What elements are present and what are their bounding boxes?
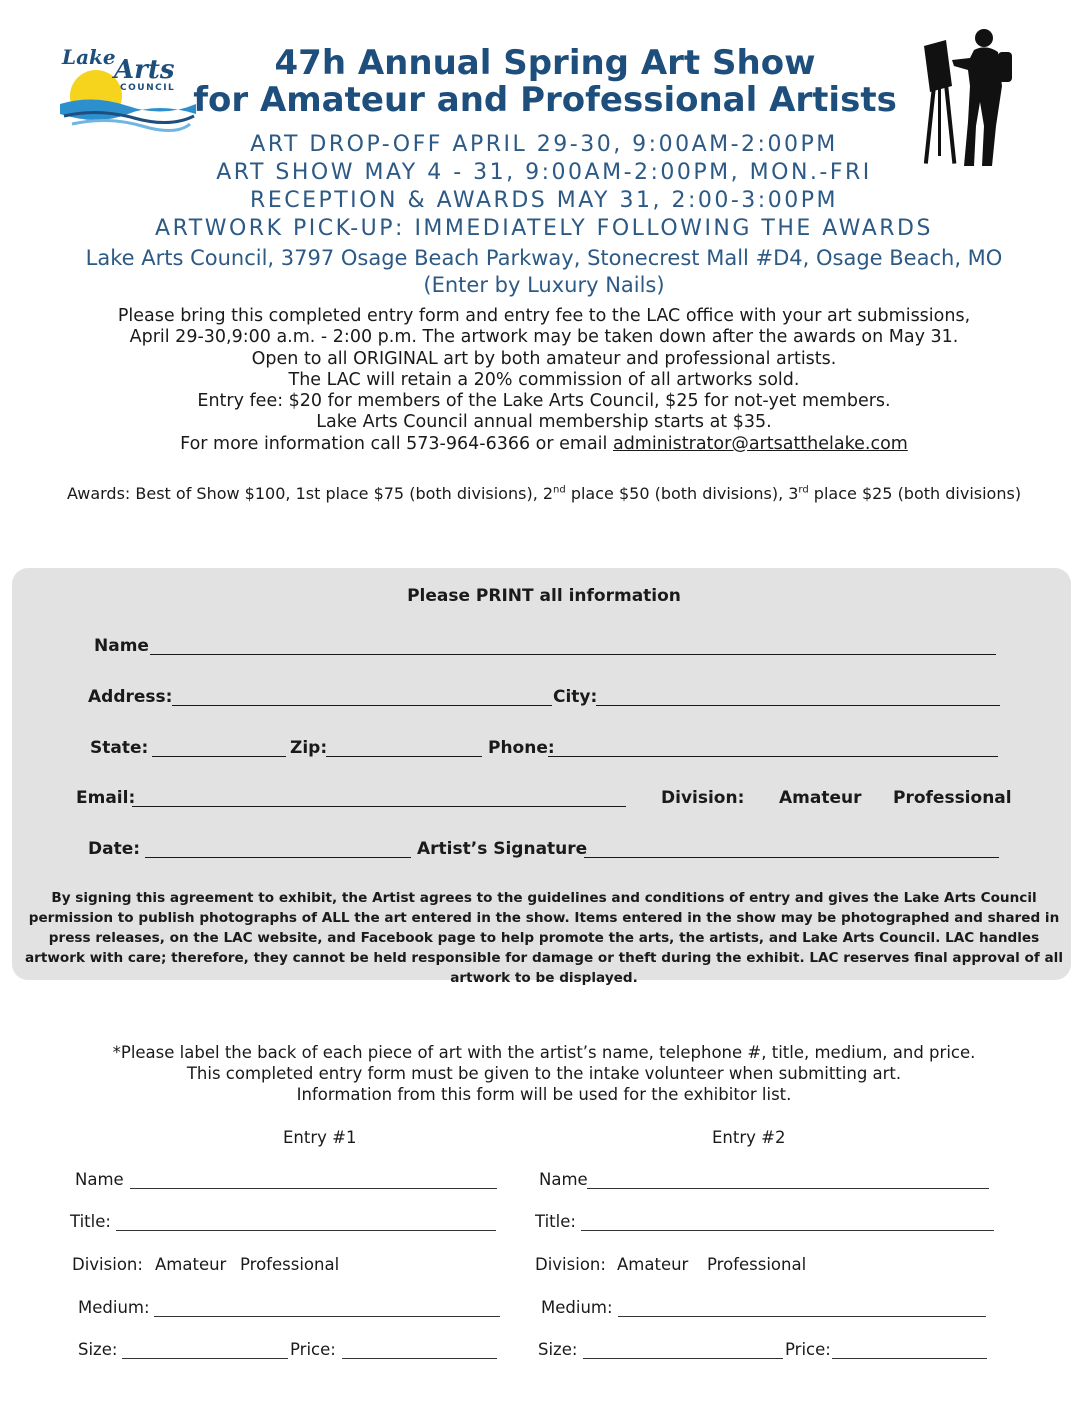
entry-1-title-label: Title: — [70, 1212, 111, 1231]
page-subtitle: for Amateur and Professional Artists — [193, 80, 897, 120]
info-line: April 29-30,9:00 a.m. - 2:00 p.m. The artwork may be taken down after the awards on May 31. — [129, 327, 959, 348]
note-line: *Please label the back of each piece of art with the artist’s name, telephone #, title, medium, and price. — [112, 1043, 976, 1062]
pickup-info: ARTWORK PICK-UP: IMMEDIATELY FOLLOWING THE AWARDS — [155, 216, 933, 241]
entry-2-division-label: Division: — [535, 1255, 606, 1274]
entry-1-price-label: Price: — [290, 1340, 336, 1359]
zip-field[interactable] — [326, 756, 482, 757]
phone-label: Phone: — [488, 738, 555, 758]
entry-1-title-field[interactable] — [116, 1230, 496, 1231]
contact-text: For more information call 573-964-6366 or email — [180, 433, 613, 454]
state-field[interactable] — [152, 756, 286, 757]
venue-address: Lake Arts Council, 3797 Osage Beach Parkway, Stonecrest Mall #D4, Osage Beach, MO — [85, 246, 1003, 270]
professional-option[interactable]: Professional — [893, 788, 1012, 808]
email-link[interactable]: administrator@artsatthelake.com — [612, 433, 908, 454]
entry-2-title-field[interactable] — [581, 1230, 994, 1231]
entry-2-medium-field[interactable] — [618, 1316, 986, 1317]
labeling-notes — [40, 1042, 1048, 1105]
awards-text: place $25 (both divisions) — [808, 484, 1022, 503]
email-label: Email: — [76, 788, 136, 808]
agreement-text: By signing this agreement to exhibit, the Artist agrees to the guidelines and conditions of entry and gives the Lake Arts Council permission to publish photographs of ALL the art entered in the show. Items entered in the show may be photographed and shared in press releases, on the LAC website, and Facebook page to help promote the arts, the artists, and Lake Arts Council. LAC handles artwork with care; therefore, they cannot be held responsible for damage or theft during the exhibit. LAC reserves final approval of all artwork to be displayed. — [24, 890, 1063, 986]
note-line: This completed entry form must be given to the intake volunteer when submitting art. — [186, 1064, 902, 1083]
date-field[interactable] — [145, 857, 411, 858]
note-line: Information from this form will be used for the exhibitor list. — [296, 1085, 792, 1104]
entry-2-name-field[interactable] — [587, 1188, 989, 1189]
entry-1-name-field[interactable] — [130, 1188, 497, 1189]
email-field[interactable] — [132, 806, 626, 807]
entry-2-price-label: Price: — [785, 1340, 831, 1359]
entry-2-professional-option[interactable]: Professional — [707, 1255, 807, 1274]
ordinal-suffix: rd — [798, 484, 809, 496]
address-field[interactable] — [172, 705, 552, 706]
entry-1-medium-field[interactable] — [154, 1316, 500, 1317]
entry-1-size-field[interactable] — [122, 1358, 288, 1359]
address-label: Address: — [88, 687, 173, 707]
entry-1-medium-label: Medium: — [78, 1298, 150, 1317]
entry-2-size-field[interactable] — [583, 1358, 783, 1359]
city-field[interactable] — [596, 705, 1000, 706]
entry-2-amateur-option[interactable]: Amateur — [617, 1255, 689, 1274]
city-label: City: — [553, 687, 598, 707]
date-label: Date: — [88, 839, 141, 859]
entry-1-amateur-option[interactable]: Amateur — [155, 1255, 227, 1274]
phone-field[interactable] — [548, 756, 998, 757]
entry-1-name-label: Name — [75, 1170, 124, 1189]
entry-1-size-label: Size: — [78, 1340, 118, 1359]
entry-2-heading: Entry #2 — [712, 1128, 786, 1147]
division-label: Division: — [661, 788, 745, 808]
drop-off-dates: ART DROP-OFF APRIL 29-30, 9:00AM-2:00PM — [250, 132, 838, 157]
info-line: Lake Arts Council annual membership starts at $35. — [316, 412, 772, 433]
info-line: Please bring this completed entry form and entry fee to the LAC office with your art submissions, — [117, 306, 971, 326]
name-field[interactable] — [150, 654, 996, 655]
info-line: The LAC will retain a 20% commission of all artworks sold. — [288, 369, 800, 390]
svg-text:Arts: Arts — [114, 55, 175, 85]
entry-2-size-label: Size: — [538, 1340, 578, 1359]
entry-1-price-field[interactable] — [342, 1358, 497, 1359]
contact-line — [40, 434, 1048, 455]
awards-line — [10, 484, 1078, 503]
zip-label: Zip: — [290, 738, 328, 758]
form-heading: Please PRINT all information — [407, 586, 681, 606]
awards-text: place $50 (both divisions), 3 — [565, 484, 799, 503]
amateur-option[interactable]: Amateur — [779, 788, 862, 808]
ordinal-suffix: nd — [553, 484, 566, 496]
entry-2-medium-label: Medium: — [541, 1298, 613, 1317]
info-line: Open to all ORIGINAL art by both amateur and professional artists. — [251, 348, 837, 369]
signature-field[interactable] — [584, 857, 999, 858]
entry-2-name-label: Name — [539, 1170, 588, 1189]
reception-dates: RECEPTION & AWARDS MAY 31, 2:00-3:00PM — [250, 188, 838, 213]
info-line: Entry fee: $20 for members of the Lake Arts Council, $25 for not-yet members. — [197, 391, 891, 412]
awards-text: Awards: Best of Show $100, 1st place $75 (both divisions), 2 — [66, 484, 554, 503]
entry-1-professional-option[interactable]: Professional — [240, 1255, 340, 1274]
signature-label: Artist’s Signature — [417, 839, 588, 859]
name-label: Name — [94, 636, 149, 656]
state-label: State: — [90, 738, 149, 758]
entry-2-price-field[interactable] — [832, 1358, 987, 1359]
venue-note: (Enter by Luxury Nails) — [423, 273, 665, 297]
entry-1-division-label: Division: — [72, 1255, 143, 1274]
instructions — [40, 306, 1048, 455]
show-dates: ART SHOW MAY 4 - 31, 9:00AM-2:00PM, MON.-FRI — [216, 160, 872, 185]
svg-text:COUNCIL: COUNCIL — [120, 83, 176, 93]
page-title: 47h Annual Spring Art Show — [274, 43, 816, 83]
svg-text:Lake: Lake — [62, 45, 116, 69]
entry-1-heading: Entry #1 — [283, 1128, 357, 1147]
entry-2-title-label: Title: — [535, 1212, 576, 1231]
